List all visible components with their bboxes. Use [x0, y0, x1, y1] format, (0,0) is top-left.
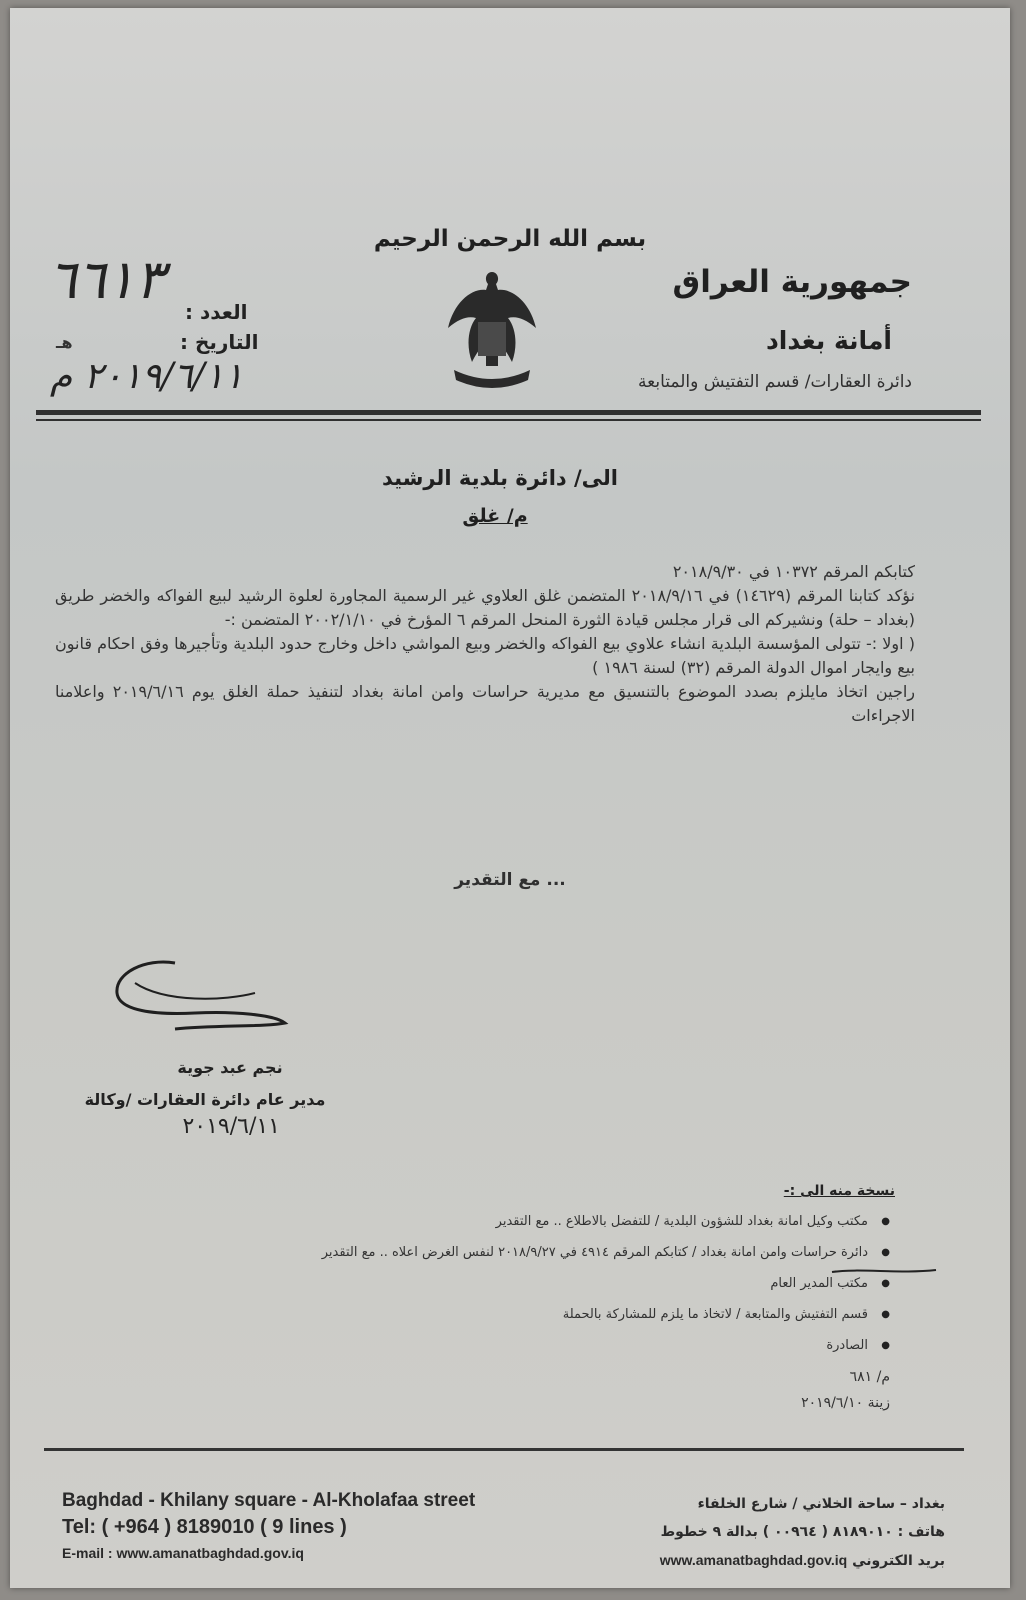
footer-address-ar: بغداد – ساحة الخلاني / شارع الخلفاء — [697, 1496, 945, 1512]
footer-phone: Tel: ( +964 ) 8189010 ( 9 lines ) — [62, 1516, 347, 1538]
header-rule-thin — [36, 419, 981, 421]
body-paragraph: ( اولا :- تتولى المؤسسة البلدية انشاء علاوي بيع الفواكه والخضر وبيع المواشي داخل وخارج حدود البلدية وتأجيرها وفق احكام قانون بيع وايجار اموال الدولة المرقم (٣٢) لسنة ١٩٨٦ ) — [55, 634, 915, 677]
reference-date: زينة ٢٠١٩/٦/١٠ — [801, 1395, 890, 1411]
header-rule — [36, 410, 981, 415]
reference-number: م/ ٦٨١ — [849, 1369, 890, 1385]
footer-rule — [44, 1448, 964, 1451]
date-label: التاريخ : — [180, 330, 259, 354]
body-paragraph: راجين اتخاذ مايلزم بصدد الموضوع بالتنسيق مع مديرية حراسات وامن امانة بغداد لتنفيذ حملة الغلق يوم ٢٠١٩/٦/١٦ واعلامنا الاجراءات — [55, 682, 916, 725]
list-item: ● مكتب المدير العام — [110, 1268, 890, 1299]
republic-title: جمهورية العراق — [672, 264, 912, 300]
signature-scribble-icon — [105, 953, 305, 1063]
number-label: العدد : — [185, 300, 248, 324]
footer-email-ar-label: بريد الكتروني — [852, 1553, 945, 1569]
list-item: ● مكتب وكيل امانة بغداد للشؤون البلدية / للتفضل بالاطلاع .. مع التقدير — [110, 1206, 890, 1237]
footer-email: E-mail : www.amanatbaghdad.gov.iq — [62, 1545, 304, 1561]
letter-page — [10, 8, 1010, 1588]
signatory-name: نجم عبد جوية — [177, 1058, 283, 1077]
reference-block — [801, 1364, 890, 1416]
hijri-suffix: هـ — [56, 333, 73, 352]
body-paragraph: كتابكم المرقم ١٠٣٧٢ في ٢٠١٨/٩/٣٠ — [672, 562, 915, 581]
body-paragraph: نؤكد كتابنا المرقم (١٤٦٢٩) في ٢٠١٨/٩/١٦ المتضمن غلق العلاوي غير الرسمية المجاورة لعلوة الرشيد لبيع الفواكه والخضر طريق (بغداد – حلة) ونشيركم الى قرار مجلس قيادة الثورة المنحل المرقم ٦ المؤرخ في ٢٠٠٢/١/١٠ المتضمن :- — [55, 586, 915, 629]
eagle-emblem-icon — [442, 266, 542, 394]
list-item: ● دائرة حراسات وامن امانة بغداد / كتابكم المرقم ٤٩١٤ في ٢٠١٨/٩/٢٧ لنفس الغرض اعلاه .. مع التقدير — [110, 1237, 890, 1268]
footer-email-ar-value: www.amanatbaghdad.gov.iq — [659, 1552, 848, 1568]
list-item: ● الصادرة — [110, 1330, 890, 1361]
signatory-title: مدير عام دائرة العقارات /وكالة — [84, 1090, 326, 1109]
copies-heading: نسخة منه الى :- — [783, 1183, 895, 1199]
closing-regards: ... مع التقدير — [454, 870, 566, 890]
copies-list — [110, 1206, 890, 1361]
letter-body — [55, 560, 915, 728]
handwritten-stroke-icon — [830, 1264, 940, 1280]
list-item: ● قسم التفتيش والمتابعة / لاتخاذ ما يلزم للمشاركة بالحملة — [110, 1299, 890, 1330]
footer-english — [62, 1488, 475, 1566]
footer-email-ar — [660, 1546, 945, 1575]
footer-arabic — [660, 1490, 945, 1575]
subject: م/ غلق — [462, 505, 528, 527]
basmala: بسم الله الرحمن الرحيم — [373, 226, 647, 252]
handwritten-date: ٢٠١٩/٦/١١ م — [50, 356, 244, 397]
footer-phone-ar: هاتف : ٨١٨٩٠١٠ ( ٠٠٩٦٤ ) بدالة ٩ خطوط — [660, 1524, 945, 1540]
signature-date: ٢٠١٩/٦/١١ — [182, 1114, 280, 1139]
footer-address: Baghdad - Khilany square - Al-Kholafaa street — [62, 1490, 476, 1511]
municipality-title: أمانة بغداد — [765, 326, 892, 355]
recipient: الى/ دائرة بلدية الرشيد — [382, 466, 618, 490]
handwritten-number: ٦٦١٣ — [48, 248, 165, 311]
department-name: دائرة العقارات/ قسم التفتيش والمتابعة — [638, 372, 912, 392]
